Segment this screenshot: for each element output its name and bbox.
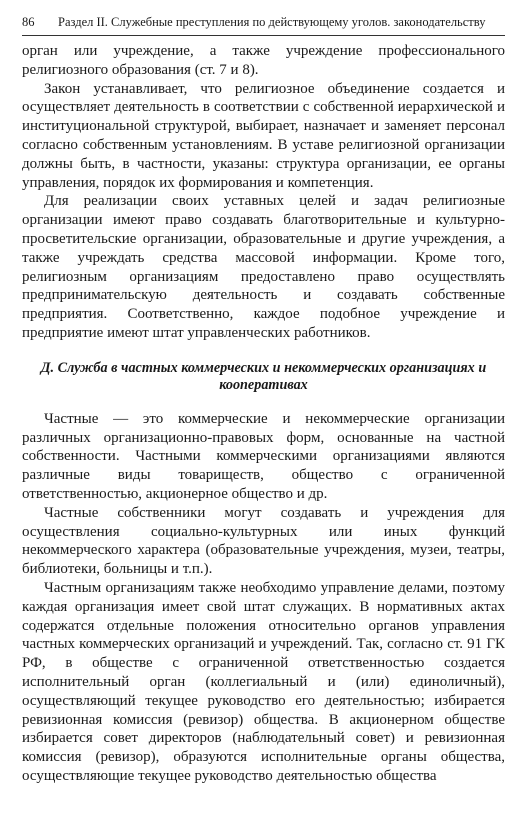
paragraph: Закон устанавливает, что религиозное объединение создается и осуществляет деятельность в соответствии с собственной иерархической и институциональной структурой, выбирает, назначает и заменяет персонал согласно собственным установлениям. В уставе религиозной организации должны быть, в частности, указаны: структура организации, ее органы управления, порядок их формирования и компетенция. xyxy=(22,80,505,191)
running-head: Раздел II. Служебные преступления по действующему уголов. законодательству xyxy=(58,15,486,29)
paragraph-continued: орган или учреждение, а также учреждение профессионального религиозного образования (ст. 7 и 8). xyxy=(22,43,505,78)
paragraph: Частным организациям также необходимо управление делами, поэтому каждая организация имеет свой штат служащих. В нормативных актах содержатся отдельные положения относительно органов управления частных коммерческих организаций и учреждений. Так, согласно ст. 91 ГК РФ, в обществе с ограниченной ответственностью создается исполнительный орган (коллегиальный и (или) единоличный), осуществляющий текущее руководство его деятельностью; избирается ревизионная комиссия (ревизор) общества. В акционерном обществе избирается совет директоров (наблюдательный совет) и ревизионная комиссия (ревизор), образуются исполнительные органы общества, осуществляющие текущее руководство деятельностью общества xyxy=(22,579,505,784)
page-number: 86 xyxy=(22,15,35,29)
paragraph: Частные — это коммерческие и некоммерческие организации различных организационно-правовых форм, основанные на частной собственности. Частными коммерческими организациями являются различные виды товариществ, общество с ограниченной ответственностью, акционерное общество и др. xyxy=(22,410,505,502)
section-heading: Д. Служба в частных коммерческих и некоммерческих организациях и кооперативах xyxy=(40,359,487,393)
paragraph: Частные собственники могут создавать и учреждения для осуществления социально-культурных или иных функций некоммерческого характера (образовательные учреждения, музеи, театры, библиотеки, больницы и т.п.). xyxy=(22,504,505,578)
page-body xyxy=(22,42,505,786)
paragraph: Для реализации своих уставных целей и задач религиозные организации имеют право создавать благотворительные и культурно-просветительские организации, образовательные и другие учреждения, а также учреждать средства массовой информации. Кроме того, религиозным организациям предоставлено право осуществлять предпринимательскую деятельность и создавать собственные предприятия. Соответственно, каждое подобное учреждение и предприятие имеют штат управленческих работников. xyxy=(22,193,505,341)
page-header xyxy=(22,0,505,36)
